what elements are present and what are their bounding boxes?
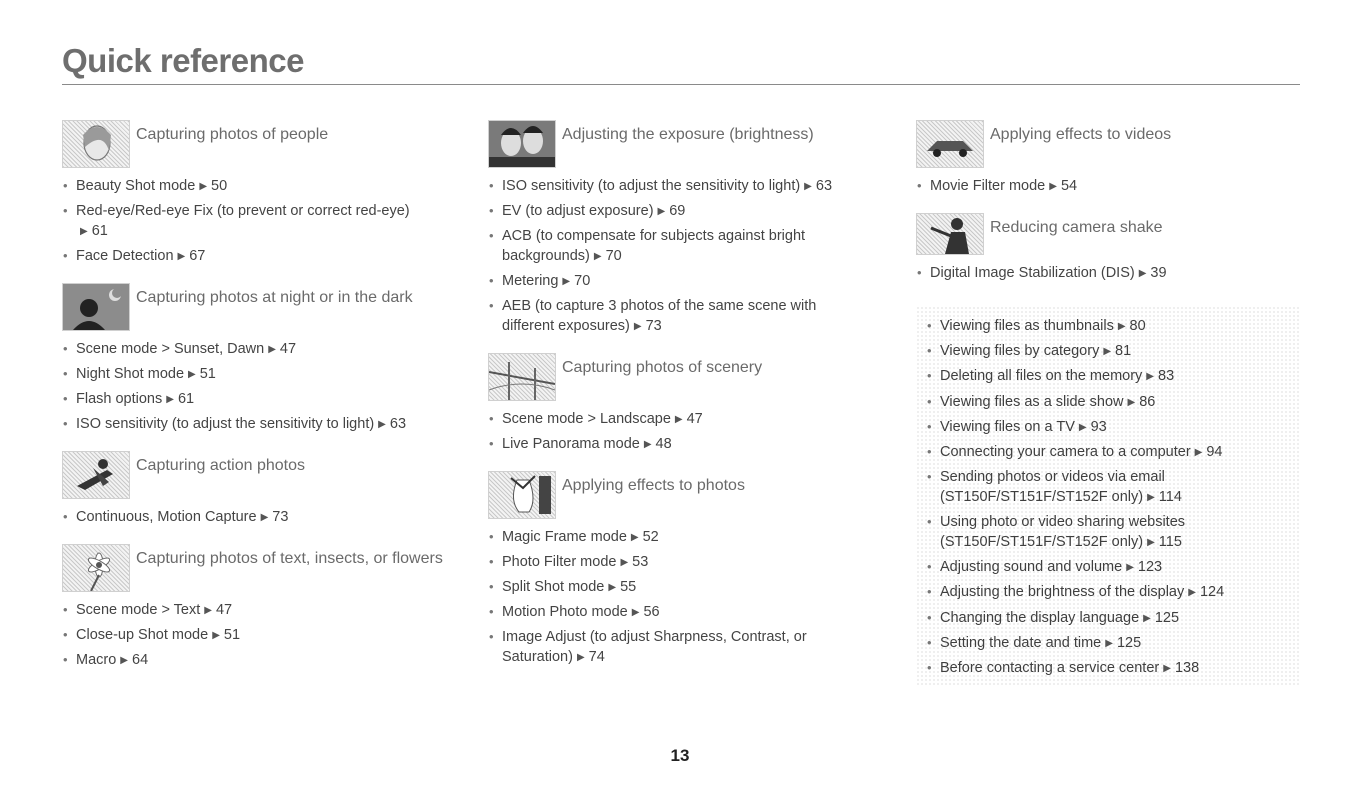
page-ref-arrow-icon: ▶ (199, 181, 208, 192)
page-ref-arrow-icon: ▶ (804, 181, 812, 192)
list-item: • Night Shot mode ▶ 51 (62, 362, 462, 387)
page-ref-arrow-icon: ▶ (268, 344, 276, 355)
list-item: • Motion Photo mode ▶ 56 (488, 600, 888, 625)
page-ref[interactable]: 61 (91, 223, 108, 239)
page-ref[interactable]: 114 (1158, 489, 1182, 506)
page-ref-arrow-icon: ▶ (631, 607, 640, 618)
page-ref-arrow-icon: ▶ (1188, 587, 1196, 599)
list-item: • Before contacting a service center ▶ 138 (926, 656, 1288, 681)
page-ref[interactable]: 70 (574, 273, 591, 289)
bridge-scenery-photo-icon (488, 353, 556, 401)
page-ref[interactable]: 124 (1199, 584, 1225, 601)
page-ref[interactable]: 52 (642, 529, 659, 545)
list-item: • Continuous, Motion Capture ▶ 73 (62, 505, 462, 530)
page-ref-arrow-icon: ▶ (204, 605, 212, 616)
page-ref-arrow-icon: ▶ (1138, 268, 1147, 279)
page-ref-arrow-icon: ▶ (212, 630, 220, 641)
page-ref[interactable]: 86 (1139, 393, 1156, 410)
list-item: • Adjusting the brightness of the display ▶ 124 (926, 580, 1288, 605)
section-people (62, 120, 462, 269)
list-item: • Connecting your camera to a computer ▶ 94 (926, 440, 1288, 465)
section-title: Capturing action photos (136, 457, 305, 474)
list-item: • Scene mode > Text ▶ 47 (62, 598, 462, 623)
page-number: 13 (670, 746, 690, 765)
page-ref[interactable]: 125 (1116, 634, 1142, 651)
column-right (916, 120, 1302, 687)
section-flowers (62, 544, 462, 673)
page-ref-arrow-icon: ▶ (177, 251, 186, 262)
section-exposure (488, 120, 888, 339)
section-night (62, 283, 462, 437)
page-ref[interactable]: 47 (686, 411, 703, 427)
list-item: • Magic Frame mode ▶ 52 (488, 525, 888, 550)
page-ref-arrow-icon: ▶ (608, 582, 617, 593)
section-action (62, 451, 462, 530)
list-item: • Live Panorama mode ▶ 48 (488, 432, 888, 457)
page-ref[interactable]: 93 (1090, 418, 1107, 435)
page-ref-arrow-icon: ▶ (80, 226, 88, 237)
list-item: • Deleting all files on the memory ▶ 83 (926, 364, 1288, 389)
page-ref[interactable]: 47 (215, 602, 233, 618)
list-item: • Viewing files by category ▶ 81 (926, 339, 1288, 364)
page-ref-arrow-icon: ▶ (674, 414, 683, 425)
list-item: • Sending photos or videos via email (ST150F/ST151F/ST152F only) ▶ 114 (926, 465, 1288, 510)
page-ref-arrow-icon: ▶ (620, 557, 629, 568)
vase-effect-photo-icon (488, 471, 556, 519)
list-item: • Scene mode > Sunset, Dawn ▶ 47 (62, 337, 462, 362)
list-item: • Using photo or video sharing websites (ST150F/ST151F/ST152F only) ▶ 115 (926, 510, 1288, 555)
page-ref-arrow-icon: ▶ (1127, 396, 1136, 408)
page-ref-arrow-icon: ▶ (120, 655, 128, 666)
list-item: • Viewing files as thumbnails ▶ 80 (926, 314, 1288, 339)
list-item: • Photo Filter mode ▶ 53 (488, 550, 888, 575)
list-item: • Metering ▶ 70 (488, 269, 888, 294)
page-ref[interactable]: 61 (177, 391, 195, 407)
page-ref[interactable]: 73 (645, 318, 662, 334)
list-item: • Red-eye/Red-eye Fix (to prevent or correct red-eye) ▶ 61 (62, 199, 462, 244)
page-ref[interactable]: 138 (1174, 660, 1200, 677)
page-ref-arrow-icon: ▶ (633, 321, 642, 332)
page-ref-arrow-icon: ▶ (378, 419, 386, 430)
page-ref-arrow-icon: ▶ (643, 439, 652, 450)
page-ref-arrow-icon: ▶ (1105, 637, 1113, 649)
page-ref[interactable]: 115 (1158, 534, 1182, 551)
list-item: • Split Shot mode ▶ 55 (488, 575, 888, 600)
list-item: • ISO sensitivity (to adjust the sensitivity to light) ▶ 63 (488, 174, 888, 199)
section-title: Capturing photos of scenery (562, 359, 763, 376)
page-ref-arrow-icon: ▶ (1146, 371, 1154, 383)
column-left (62, 120, 462, 687)
list-item: • Macro ▶ 64 (62, 648, 462, 673)
page-ref[interactable]: 63 (389, 416, 407, 432)
page-ref[interactable]: 67 (189, 248, 206, 264)
page-ref-arrow-icon: ▶ (576, 652, 585, 663)
list-item: • Image Adjust (to adjust Sharpness, Contrast, or Saturation) ▶ 74 (488, 625, 888, 670)
list-item: • Viewing files on a TV ▶ 93 (926, 415, 1288, 440)
list-item: • Face Detection ▶ 67 (62, 244, 462, 269)
list-item: • Digital Image Stabilization (DIS) ▶ 39 (916, 261, 1302, 286)
list-item: • Changing the display language ▶ 125 (926, 606, 1288, 631)
column-middle (488, 120, 888, 684)
flower-photo-icon (62, 544, 130, 592)
page-ref[interactable]: 70 (605, 248, 622, 264)
page-ref-arrow-icon: ▶ (260, 512, 269, 523)
section-title: Capturing photos of text, insects, or flowers (136, 550, 443, 567)
page-ref[interactable]: 54 (1060, 178, 1078, 194)
page-ref[interactable]: 51 (223, 627, 241, 643)
night-scene-photo-icon (62, 283, 130, 331)
page-ref-arrow-icon: ▶ (166, 394, 174, 405)
list-item: • ACB (to compensate for subjects against bright backgrounds) ▶ 70 (488, 224, 888, 269)
page-ref[interactable]: 74 (588, 649, 605, 665)
section-photo-effects (488, 471, 888, 670)
page-ref-arrow-icon: ▶ (1078, 421, 1087, 433)
car-video-photo-icon (916, 120, 984, 168)
list-item: • Close-up Shot mode ▶ 51 (62, 623, 462, 648)
page-ref-arrow-icon: ▶ (593, 251, 602, 262)
page-ref-arrow-icon: ▶ (1126, 562, 1134, 574)
portrait-photo-icon (62, 120, 130, 168)
section-title: Capturing photos at night or in the dark (136, 289, 413, 306)
page-ref[interactable]: 125 (1154, 609, 1180, 626)
page-ref[interactable]: 48 (655, 436, 672, 452)
page-ref[interactable]: 39 (1150, 265, 1167, 281)
page-ref-arrow-icon: ▶ (1103, 346, 1112, 358)
page-ref[interactable]: 94 (1206, 444, 1223, 461)
section-scenery (488, 353, 888, 457)
page-title: Quick reference (62, 42, 304, 79)
misc-topics-box (916, 306, 1300, 687)
page-ref[interactable]: 47 (279, 341, 297, 357)
section-video-effects (916, 120, 1302, 199)
list-item: • Viewing files as a slide show ▶ 86 (926, 390, 1288, 415)
page-ref-arrow-icon: ▶ (630, 532, 639, 543)
list-item: • Scene mode > Landscape ▶ 47 (488, 407, 888, 432)
section-title: Applying effects to photos (562, 477, 745, 494)
page-ref-arrow-icon: ▶ (657, 206, 666, 217)
page-ref-arrow-icon: ▶ (1143, 612, 1151, 624)
list-item: • Flash options ▶ 61 (62, 387, 462, 412)
page-ref[interactable]: 64 (132, 652, 149, 668)
list-item: • Beauty Shot mode ▶ 50 (62, 174, 462, 199)
page-ref[interactable]: 83 (1158, 368, 1175, 385)
section-title: Adjusting the exposure (brightness) (562, 126, 814, 143)
page-ref[interactable]: 80 (1129, 318, 1146, 334)
page-ref[interactable]: 123 (1137, 559, 1163, 576)
list-item: • AEB (to capture 3 photos of the same scene with different exposures) ▶ 73 (488, 294, 888, 339)
list-item: • Setting the date and time ▶ 125 (926, 631, 1288, 656)
section-title: Capturing photos of people (136, 126, 329, 143)
page-ref-arrow-icon: ▶ (188, 369, 196, 380)
page-ref[interactable]: 50 (211, 178, 228, 194)
list-item: • Movie Filter mode ▶ 54 (916, 174, 1302, 199)
couple-photo-icon (488, 120, 556, 168)
page-ref-arrow-icon: ▶ (562, 276, 571, 287)
page-ref-arrow-icon: ▶ (1117, 321, 1126, 332)
page-ref[interactable]: 51 (199, 366, 216, 382)
section-camera-shake (916, 213, 1302, 286)
section-title: Applying effects to videos (990, 126, 1172, 143)
list-item: • EV (to adjust exposure) ▶ 69 (488, 199, 888, 224)
camera-shake-photo-icon (916, 213, 984, 255)
page-ref[interactable]: 81 (1115, 343, 1132, 360)
page-ref-arrow-icon: ▶ (1049, 181, 1057, 192)
action-photo-icon (62, 451, 130, 499)
section-title: Reducing camera shake (990, 219, 1163, 236)
page-ref-arrow-icon: ▶ (1147, 537, 1155, 549)
list-item: • ISO sensitivity (to adjust the sensitivity to light) ▶ 63 (62, 412, 462, 437)
page-ref[interactable]: 63 (815, 178, 833, 194)
page-ref-arrow-icon: ▶ (1163, 663, 1171, 675)
page-ref[interactable]: 53 (632, 554, 649, 570)
page-ref[interactable]: 55 (620, 579, 637, 595)
title-divider (62, 84, 1300, 85)
list-item: • Adjusting sound and volume ▶ 123 (926, 555, 1288, 580)
page-ref[interactable]: 56 (643, 604, 660, 620)
page-ref-arrow-icon: ▶ (1147, 492, 1155, 504)
page-ref[interactable]: 69 (669, 203, 686, 219)
page-ref-arrow-icon: ▶ (1194, 447, 1203, 459)
page-ref[interactable]: 73 (272, 509, 289, 525)
